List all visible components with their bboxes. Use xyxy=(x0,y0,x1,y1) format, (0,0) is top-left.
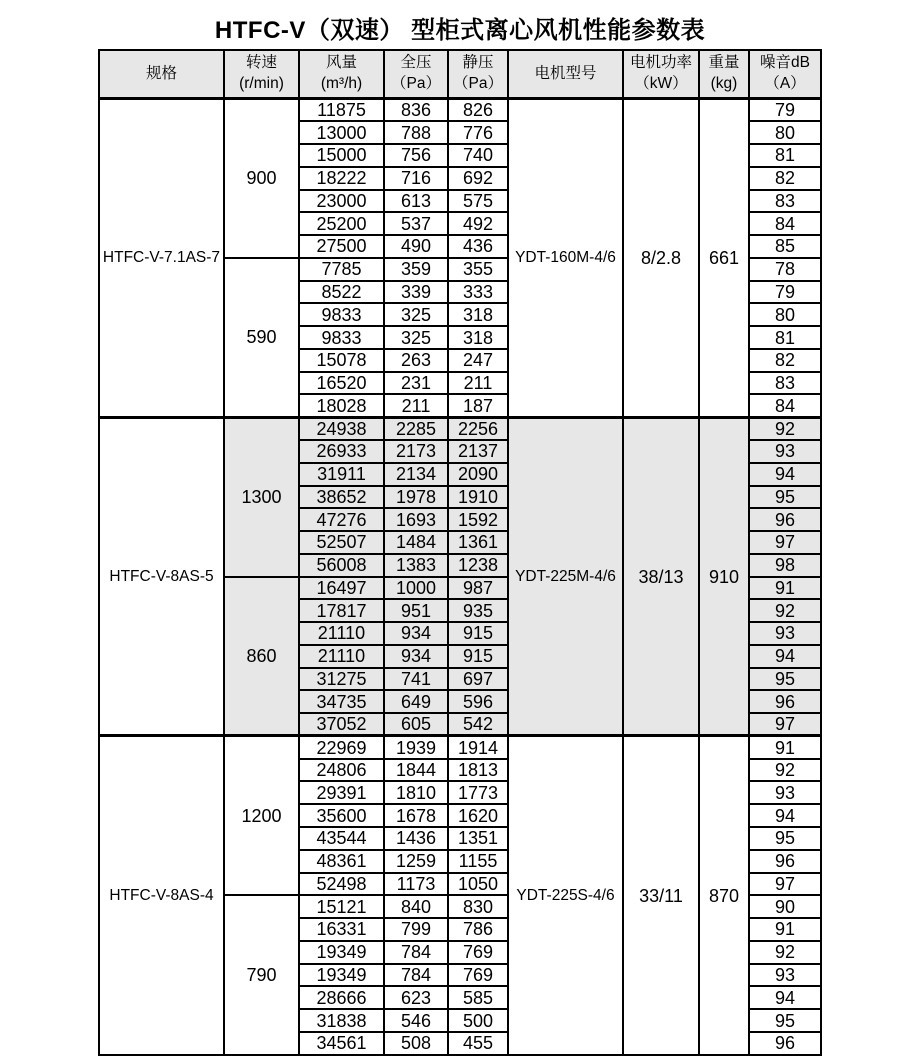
total-pressure-cell: 836 xyxy=(384,99,448,122)
noise-cell: 91 xyxy=(749,736,821,759)
total-pressure-cell: 784 xyxy=(384,941,448,964)
noise-cell: 92 xyxy=(749,417,821,440)
static-pressure-cell: 987 xyxy=(448,577,508,600)
airflow-cell: 22969 xyxy=(299,736,384,759)
total-pressure-cell: 623 xyxy=(384,986,448,1009)
col-header-unit: (kg) xyxy=(710,75,738,92)
total-pressure-cell: 716 xyxy=(384,167,448,190)
static-pressure-cell: 1361 xyxy=(448,531,508,554)
noise-cell: 96 xyxy=(749,690,821,713)
noise-cell: 92 xyxy=(749,759,821,782)
static-pressure-cell: 1351 xyxy=(448,827,508,850)
motor-power-cell: 8/2.8 xyxy=(623,99,699,418)
airflow-cell: 16520 xyxy=(299,372,384,395)
total-pressure-cell: 1000 xyxy=(384,577,448,600)
col-header-spec xyxy=(99,50,224,99)
page-title: HTFC-V（双速） 型柜式离心风机性能参数表 xyxy=(214,17,706,44)
spec-group xyxy=(99,99,821,418)
total-pressure-cell: 784 xyxy=(384,964,448,987)
static-pressure-cell: 1773 xyxy=(448,781,508,804)
airflow-cell: 19349 xyxy=(299,964,384,987)
noise-cell: 91 xyxy=(749,577,821,600)
static-pressure-cell: 1910 xyxy=(448,486,508,509)
static-pressure-cell: 776 xyxy=(448,121,508,144)
airflow-cell: 9833 xyxy=(299,303,384,326)
airflow-cell: 23000 xyxy=(299,190,384,213)
total-pressure-cell: 788 xyxy=(384,121,448,144)
header-row xyxy=(99,50,821,99)
airflow-cell: 43544 xyxy=(299,827,384,850)
col-header-label: 全压 xyxy=(400,54,432,72)
static-pressure-cell: 333 xyxy=(448,281,508,304)
static-pressure-cell: 740 xyxy=(448,144,508,167)
noise-cell: 81 xyxy=(749,326,821,349)
static-pressure-cell: 2256 xyxy=(448,417,508,440)
airflow-cell: 9833 xyxy=(299,326,384,349)
airflow-cell: 25200 xyxy=(299,212,384,235)
col-header-label: 风量 xyxy=(325,54,357,72)
total-pressure-cell: 649 xyxy=(384,690,448,713)
noise-cell: 78 xyxy=(749,258,821,281)
col-header-label: 噪音dB xyxy=(760,54,810,72)
motor-model-cell: YDT-160M-4/6 xyxy=(508,99,623,418)
noise-cell: 79 xyxy=(749,281,821,304)
total-pressure-cell: 1383 xyxy=(384,554,448,577)
airflow-cell: 28666 xyxy=(299,986,384,1009)
col-header-static-pressure xyxy=(448,50,508,99)
spec-cell: HTFC-V-8AS-5 xyxy=(99,417,224,736)
col-header-unit: （A） xyxy=(764,75,806,92)
airflow-cell: 38652 xyxy=(299,486,384,509)
noise-cell: 83 xyxy=(749,372,821,395)
noise-cell: 93 xyxy=(749,440,821,463)
col-header-motor-model xyxy=(508,50,623,99)
table-row xyxy=(99,736,821,759)
total-pressure-cell: 1978 xyxy=(384,486,448,509)
noise-cell: 96 xyxy=(749,508,821,531)
noise-cell: 94 xyxy=(749,463,821,486)
static-pressure-cell: 1155 xyxy=(448,850,508,873)
noise-cell: 90 xyxy=(749,895,821,918)
motor-model-cell: YDT-225S-4/6 xyxy=(508,736,623,1055)
total-pressure-cell: 1678 xyxy=(384,804,448,827)
noise-cell: 94 xyxy=(749,804,821,827)
total-pressure-cell: 934 xyxy=(384,622,448,645)
col-header-total-pressure xyxy=(384,50,448,99)
total-pressure-cell: 1259 xyxy=(384,850,448,873)
static-pressure-cell: 187 xyxy=(448,394,508,417)
airflow-cell: 52507 xyxy=(299,531,384,554)
noise-cell: 93 xyxy=(749,964,821,987)
noise-cell: 92 xyxy=(749,941,821,964)
col-header-motor-power xyxy=(623,50,699,99)
col-header-weight xyxy=(699,50,749,99)
spec-group xyxy=(99,417,821,736)
total-pressure-cell: 359 xyxy=(384,258,448,281)
airflow-cell: 15000 xyxy=(299,144,384,167)
total-pressure-cell: 605 xyxy=(384,713,448,736)
static-pressure-cell: 830 xyxy=(448,895,508,918)
airflow-cell: 16497 xyxy=(299,577,384,600)
noise-cell: 95 xyxy=(749,668,821,691)
noise-cell: 93 xyxy=(749,781,821,804)
airflow-cell: 47276 xyxy=(299,508,384,531)
noise-cell: 94 xyxy=(749,986,821,1009)
static-pressure-cell: 500 xyxy=(448,1009,508,1032)
noise-cell: 91 xyxy=(749,918,821,941)
total-pressure-cell: 2134 xyxy=(384,463,448,486)
static-pressure-cell: 1050 xyxy=(448,873,508,896)
col-header-unit: (m³/h) xyxy=(320,75,363,92)
total-pressure-cell: 1173 xyxy=(384,873,448,896)
noise-cell: 84 xyxy=(749,212,821,235)
noise-cell: 96 xyxy=(749,1032,821,1055)
airflow-cell: 34735 xyxy=(299,690,384,713)
static-pressure-cell: 1238 xyxy=(448,554,508,577)
static-pressure-cell: 935 xyxy=(448,599,508,622)
airflow-cell: 24806 xyxy=(299,759,384,782)
static-pressure-cell: 1914 xyxy=(448,736,508,759)
col-header-label: 电机功率 xyxy=(629,54,692,72)
noise-cell: 95 xyxy=(749,486,821,509)
total-pressure-cell: 1939 xyxy=(384,736,448,759)
noise-cell: 97 xyxy=(749,873,821,896)
airflow-cell: 26933 xyxy=(299,440,384,463)
airflow-cell: 15121 xyxy=(299,895,384,918)
noise-cell: 79 xyxy=(749,99,821,122)
airflow-cell: 18028 xyxy=(299,394,384,417)
static-pressure-cell: 692 xyxy=(448,167,508,190)
weight-cell: 910 xyxy=(699,417,749,736)
static-pressure-cell: 1592 xyxy=(448,508,508,531)
static-pressure-cell: 542 xyxy=(448,713,508,736)
noise-cell: 98 xyxy=(749,554,821,577)
static-pressure-cell: 697 xyxy=(448,668,508,691)
speed-cell: 590 xyxy=(224,258,299,417)
col-header-unit: （Pa） xyxy=(391,75,441,92)
total-pressure-cell: 799 xyxy=(384,918,448,941)
noise-cell: 82 xyxy=(749,167,821,190)
total-pressure-cell: 211 xyxy=(384,394,448,417)
motor-power-cell: 38/13 xyxy=(623,417,699,736)
noise-cell: 81 xyxy=(749,144,821,167)
table-header xyxy=(99,50,821,99)
total-pressure-cell: 508 xyxy=(384,1032,448,1055)
col-header-label: 电机型号 xyxy=(534,64,597,82)
airflow-cell: 21110 xyxy=(299,622,384,645)
col-header-noise xyxy=(749,50,821,99)
col-header-label: 规格 xyxy=(145,64,177,82)
spec-group xyxy=(99,736,821,1055)
static-pressure-cell: 596 xyxy=(448,690,508,713)
motor-model-cell: YDT-225M-4/6 xyxy=(508,417,623,736)
total-pressure-cell: 951 xyxy=(384,599,448,622)
airflow-cell: 29391 xyxy=(299,781,384,804)
static-pressure-cell: 247 xyxy=(448,349,508,372)
noise-cell: 97 xyxy=(749,713,821,736)
noise-cell: 92 xyxy=(749,599,821,622)
total-pressure-cell: 339 xyxy=(384,281,448,304)
static-pressure-cell: 455 xyxy=(448,1032,508,1055)
total-pressure-cell: 613 xyxy=(384,190,448,213)
total-pressure-cell: 325 xyxy=(384,326,448,349)
speed-cell: 790 xyxy=(224,895,299,1054)
airflow-cell: 31275 xyxy=(299,668,384,691)
static-pressure-cell: 826 xyxy=(448,99,508,122)
total-pressure-cell: 741 xyxy=(384,668,448,691)
total-pressure-cell: 537 xyxy=(384,212,448,235)
total-pressure-cell: 934 xyxy=(384,645,448,668)
table-row xyxy=(99,417,821,440)
speed-cell: 900 xyxy=(224,99,299,258)
static-pressure-cell: 769 xyxy=(448,941,508,964)
airflow-cell: 34561 xyxy=(299,1032,384,1055)
static-pressure-cell: 492 xyxy=(448,212,508,235)
total-pressure-cell: 546 xyxy=(384,1009,448,1032)
total-pressure-cell: 1693 xyxy=(384,508,448,531)
total-pressure-cell: 1484 xyxy=(384,531,448,554)
static-pressure-cell: 2090 xyxy=(448,463,508,486)
airflow-cell: 48361 xyxy=(299,850,384,873)
static-pressure-cell: 436 xyxy=(448,235,508,258)
static-pressure-cell: 1813 xyxy=(448,759,508,782)
airflow-cell: 18222 xyxy=(299,167,384,190)
airflow-cell: 13000 xyxy=(299,121,384,144)
noise-cell: 96 xyxy=(749,850,821,873)
static-pressure-cell: 915 xyxy=(448,622,508,645)
airflow-cell: 52498 xyxy=(299,873,384,896)
total-pressure-cell: 1436 xyxy=(384,827,448,850)
speed-cell: 860 xyxy=(224,577,299,736)
motor-power-cell: 33/11 xyxy=(623,736,699,1055)
airflow-cell: 19349 xyxy=(299,941,384,964)
performance-table xyxy=(98,49,822,1056)
airflow-cell: 7785 xyxy=(299,258,384,281)
total-pressure-cell: 2285 xyxy=(384,417,448,440)
col-header-unit: （kW） xyxy=(634,75,688,92)
total-pressure-cell: 1810 xyxy=(384,781,448,804)
spec-cell: HTFC-V-7.1AS-7 xyxy=(99,99,224,418)
noise-cell: 97 xyxy=(749,531,821,554)
airflow-cell: 27500 xyxy=(299,235,384,258)
static-pressure-cell: 585 xyxy=(448,986,508,1009)
col-header-speed xyxy=(224,50,299,99)
airflow-cell: 37052 xyxy=(299,713,384,736)
airflow-cell: 24938 xyxy=(299,417,384,440)
total-pressure-cell: 263 xyxy=(384,349,448,372)
noise-cell: 94 xyxy=(749,645,821,668)
static-pressure-cell: 786 xyxy=(448,918,508,941)
airflow-cell: 56008 xyxy=(299,554,384,577)
noise-cell: 83 xyxy=(749,190,821,213)
total-pressure-cell: 2173 xyxy=(384,440,448,463)
noise-cell: 95 xyxy=(749,827,821,850)
airflow-cell: 11875 xyxy=(299,99,384,122)
col-header-label: 静压 xyxy=(462,54,494,72)
airflow-cell: 15078 xyxy=(299,349,384,372)
static-pressure-cell: 318 xyxy=(448,326,508,349)
col-header-unit: (r/min) xyxy=(239,75,284,92)
total-pressure-cell: 756 xyxy=(384,144,448,167)
airflow-cell: 31838 xyxy=(299,1009,384,1032)
static-pressure-cell: 769 xyxy=(448,964,508,987)
col-header-label: 转速 xyxy=(245,54,277,72)
airflow-cell: 31911 xyxy=(299,463,384,486)
col-header-airflow xyxy=(299,50,384,99)
total-pressure-cell: 1844 xyxy=(384,759,448,782)
airflow-cell: 21110 xyxy=(299,645,384,668)
noise-cell: 80 xyxy=(749,121,821,144)
weight-cell: 661 xyxy=(699,99,749,418)
static-pressure-cell: 575 xyxy=(448,190,508,213)
static-pressure-cell: 355 xyxy=(448,258,508,281)
airflow-cell: 35600 xyxy=(299,804,384,827)
airflow-cell: 17817 xyxy=(299,599,384,622)
static-pressure-cell: 211 xyxy=(448,372,508,395)
noise-cell: 84 xyxy=(749,394,821,417)
static-pressure-cell: 1620 xyxy=(448,804,508,827)
airflow-cell: 16331 xyxy=(299,918,384,941)
static-pressure-cell: 915 xyxy=(448,645,508,668)
airflow-cell: 8522 xyxy=(299,281,384,304)
total-pressure-cell: 231 xyxy=(384,372,448,395)
noise-cell: 80 xyxy=(749,303,821,326)
total-pressure-cell: 325 xyxy=(384,303,448,326)
speed-cell: 1200 xyxy=(224,736,299,895)
static-pressure-cell: 318 xyxy=(448,303,508,326)
total-pressure-cell: 840 xyxy=(384,895,448,918)
table-row xyxy=(99,99,821,122)
noise-cell: 95 xyxy=(749,1009,821,1032)
static-pressure-cell: 2137 xyxy=(448,440,508,463)
col-header-unit: （Pa） xyxy=(453,75,503,92)
spec-cell: HTFC-V-8AS-4 xyxy=(99,736,224,1055)
noise-cell: 82 xyxy=(749,349,821,372)
col-header-label: 重量 xyxy=(708,54,740,72)
total-pressure-cell: 490 xyxy=(384,235,448,258)
weight-cell: 870 xyxy=(699,736,749,1055)
speed-cell: 1300 xyxy=(224,417,299,576)
noise-cell: 85 xyxy=(749,235,821,258)
noise-cell: 93 xyxy=(749,622,821,645)
